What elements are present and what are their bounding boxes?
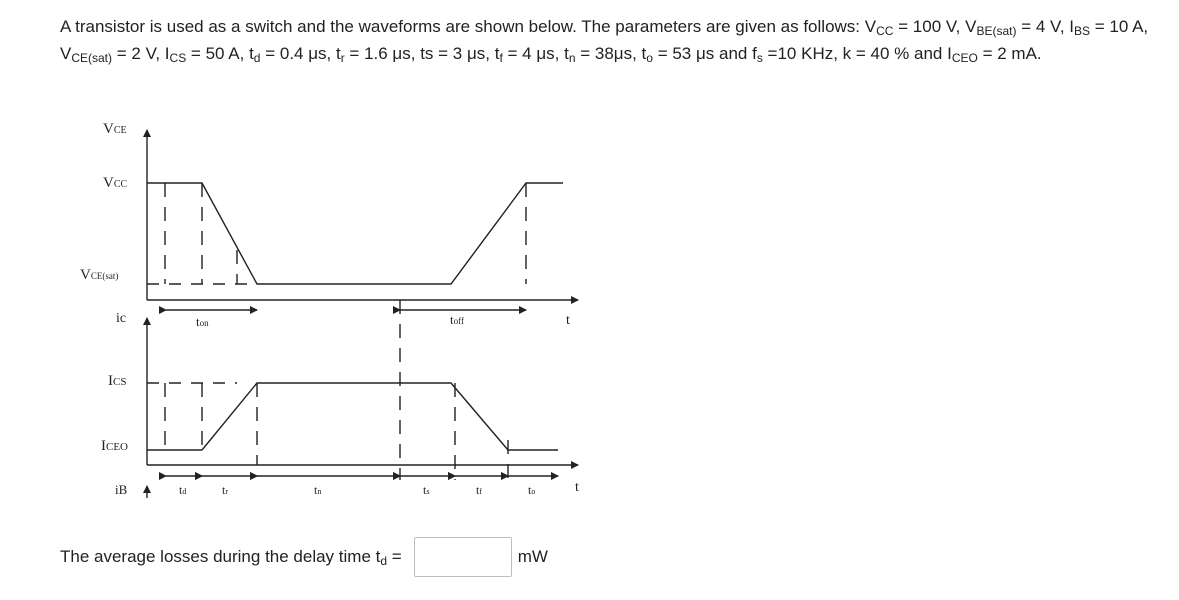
t-axis-label-bottom: t: [575, 480, 579, 495]
parameter-2: $I_{BS} = 10$ A,: [1069, 17, 1149, 38]
toff-label: toff: [450, 312, 464, 327]
ts-label: ts: [423, 483, 430, 497]
vce-axis-label: VCE: [103, 121, 127, 137]
parameter-5: $t_d = 0.4$ μs,: [249, 44, 336, 65]
problem-intro: A transistor is used as a switch and the waveforms are shown below. The parameters are given as follows:: [60, 17, 865, 36]
tn-label: tn: [314, 483, 322, 497]
parameter-3: $V_{CE(sat)} = 2$ V,: [60, 44, 165, 65]
tr-label: tr: [222, 483, 229, 497]
parameter-1: $V_{BE(sat)} = 4$ V,: [965, 17, 1070, 38]
parameter-12: $I_{CEO} = 2$ mA.: [947, 44, 1042, 65]
parameter-7: ts = 3 μs,: [420, 44, 495, 63]
parameter-8: $t_f = 4$ μs,: [494, 44, 565, 65]
ic-waveform: [202, 383, 558, 450]
vce-waveform: [165, 183, 563, 284]
ton-label: ton: [196, 314, 209, 329]
vcesat-label: VCE(sat): [80, 267, 119, 283]
ib-axis-label: iB: [115, 482, 128, 497]
tf-label: tf: [476, 483, 483, 497]
question-text: The average losses during the delay time $t_d$ =: [60, 547, 402, 568]
parameter-9: $t_n = 38\mu s$,: [564, 44, 642, 65]
parameter-11: $f_s =10$ KHz, k = 40 % and: [752, 44, 948, 65]
td-label: td: [179, 483, 187, 497]
parameter-10: $t_o = 53$ μs and: [641, 44, 753, 65]
unit-label: mW: [517, 547, 548, 566]
iceo-label: ICEO: [101, 438, 128, 454]
ics-label: ICS: [108, 373, 127, 389]
ic-axis-label: ic: [116, 311, 127, 326]
parameter-4: $I_{CS} = 50$ A,: [164, 44, 250, 65]
t-axis-label-top: t: [566, 313, 570, 328]
parameter-0: $V_{CC} = 100$ V,: [864, 17, 966, 38]
parameter-6: $t_r = 1.6$ μs,: [335, 44, 421, 65]
answer-input[interactable]: [414, 537, 512, 577]
to-label: to: [528, 483, 536, 497]
vcc-label: VCC: [103, 175, 128, 191]
answer-row: [60, 533, 548, 581]
